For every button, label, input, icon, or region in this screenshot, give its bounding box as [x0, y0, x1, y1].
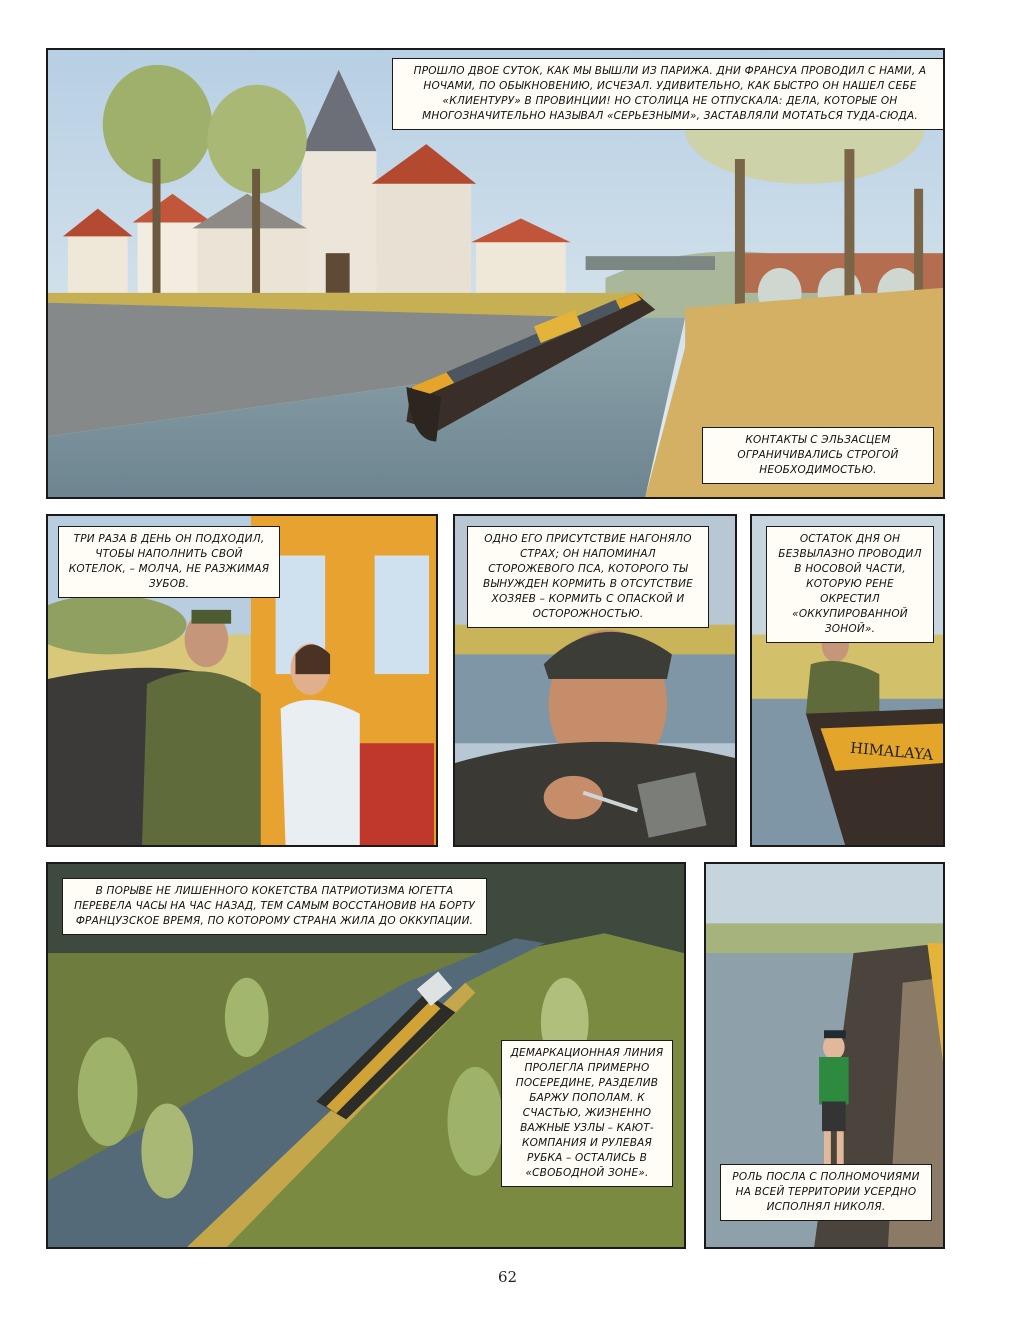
narration-caption: КОНТАКТЫ С ЭЛЬЗАСЦЕМ ОГРАНИЧИВАЛИСЬ СТРОГОЙ НЕОБХОДИМОСТЬЮ.: [702, 427, 934, 484]
panel-village-canal: [46, 48, 945, 499]
panel-soldier-closeup: [453, 514, 737, 847]
narration-caption: ТРИ РАЗА В ДЕНЬ ОН ПОДХОДИЛ, ЧТОБЫ НАПОЛНИТЬ СВОЙ КОТЕЛОК, – МОЛЧА, НЕ РАЗЖИМАЯ ЗУБОВ.: [58, 526, 280, 598]
barge-name-label: HIMALAYA: [849, 739, 934, 764]
narration-caption: ОДНО ЕГО ПРИСУТСТВИЕ НАГОНЯЛО СТРАХ; ОН НАПОМИНАЛ СТОРОЖЕВОГО ПСА, КОТОРОГО ТЫ ВЫНУЖДЕН КОРМИТЬ В ОТСУТСТВИЕ ХОЗЯЕВ – КОРМИТЬ С ОПАСКОЙ И ОСТОРОЖНОСТЬЮ.: [467, 526, 709, 628]
narration-caption: ДЕМАРКАЦИОННАЯ ЛИНИЯ ПРОЛЕГЛА ПРИМЕРНО ПОСЕРЕДИНЕ, РАЗДЕЛИВ БАРЖУ ПОПОЛАМ. К СЧАСТЬЮ, ЖИЗНЕННО ВАЖНЫЕ УЗЛЫ – КАЮТ-КОМПАНИЯ И РУЛЕВАЯ РУБКА – ОСТАЛИСЬ В «СВОБОДНОЙ ЗОНЕ».: [501, 1040, 673, 1187]
panel-soldier-on-bow: [750, 514, 945, 847]
panel-boy-on-barge: [704, 862, 945, 1249]
page-number: 62: [497, 1268, 518, 1286]
narration-caption: РОЛЬ ПОСЛА С ПОЛНОМОЧИЯМИ НА ВСЕЙ ТЕРРИТОРИИ УСЕРДНО ИСПОЛНЯЛ НИКОЛЯ.: [720, 1164, 932, 1221]
narration-caption: ПРОШЛО ДВОЕ СУТОК, КАК МЫ ВЫШЛИ ИЗ ПАРИЖА. ДНИ ФРАНСУА ПРОВОДИЛ С НАМИ, А НОЧАМИ, ПО ОБЫКНОВЕНИЮ, ИСЧЕЗАЛ. УДИВИТЕЛЬНО, КАК БЫСТРО ОН НАШЕЛ СЕБЕ «КЛИЕНТУРУ» В ПРОВИНЦИИ! НО СТОЛИЦА НЕ ОТПУСКАЛА: ДЕЛА, КОТОРЫЕ ОН МНОГОЗНАЧИТЕЛЬНО НАЗЫВАЛ «СЕРЬЕЗНЫМИ», ЗАСТАВЛЯЛИ МОТАТЬСЯ ТУДА-СЮДА.: [392, 58, 945, 130]
panel-aerial-canal: [46, 862, 686, 1249]
panel-soldier-and-woman: [46, 514, 438, 847]
narration-caption: В ПОРЫВЕ НЕ ЛИШЕННОГО КОКЕТСТВА ПАТРИОТИЗМА ЮГЕТТА ПЕРЕВЕЛА ЧАСЫ НА ЧАС НАЗАД, ТЕМ САМЫМ ВОССТАНОВИВ НА БОРТУ ФРАНЦУЗСКОЕ ВРЕМЯ, ПО КОТОРОМУ СТРАНА ЖИЛА ДО ОККУПАЦИИ.: [62, 878, 487, 935]
narration-caption: ОСТАТОК ДНЯ ОН БЕЗВЫЛАЗНО ПРОВОДИЛ В НОСОВОЙ ЧАСТИ, КОТОРУЮ РЕНЕ ОКРЕСТИЛ «ОККУПИРОВАННОЙ ЗОНОЙ».: [766, 526, 934, 643]
